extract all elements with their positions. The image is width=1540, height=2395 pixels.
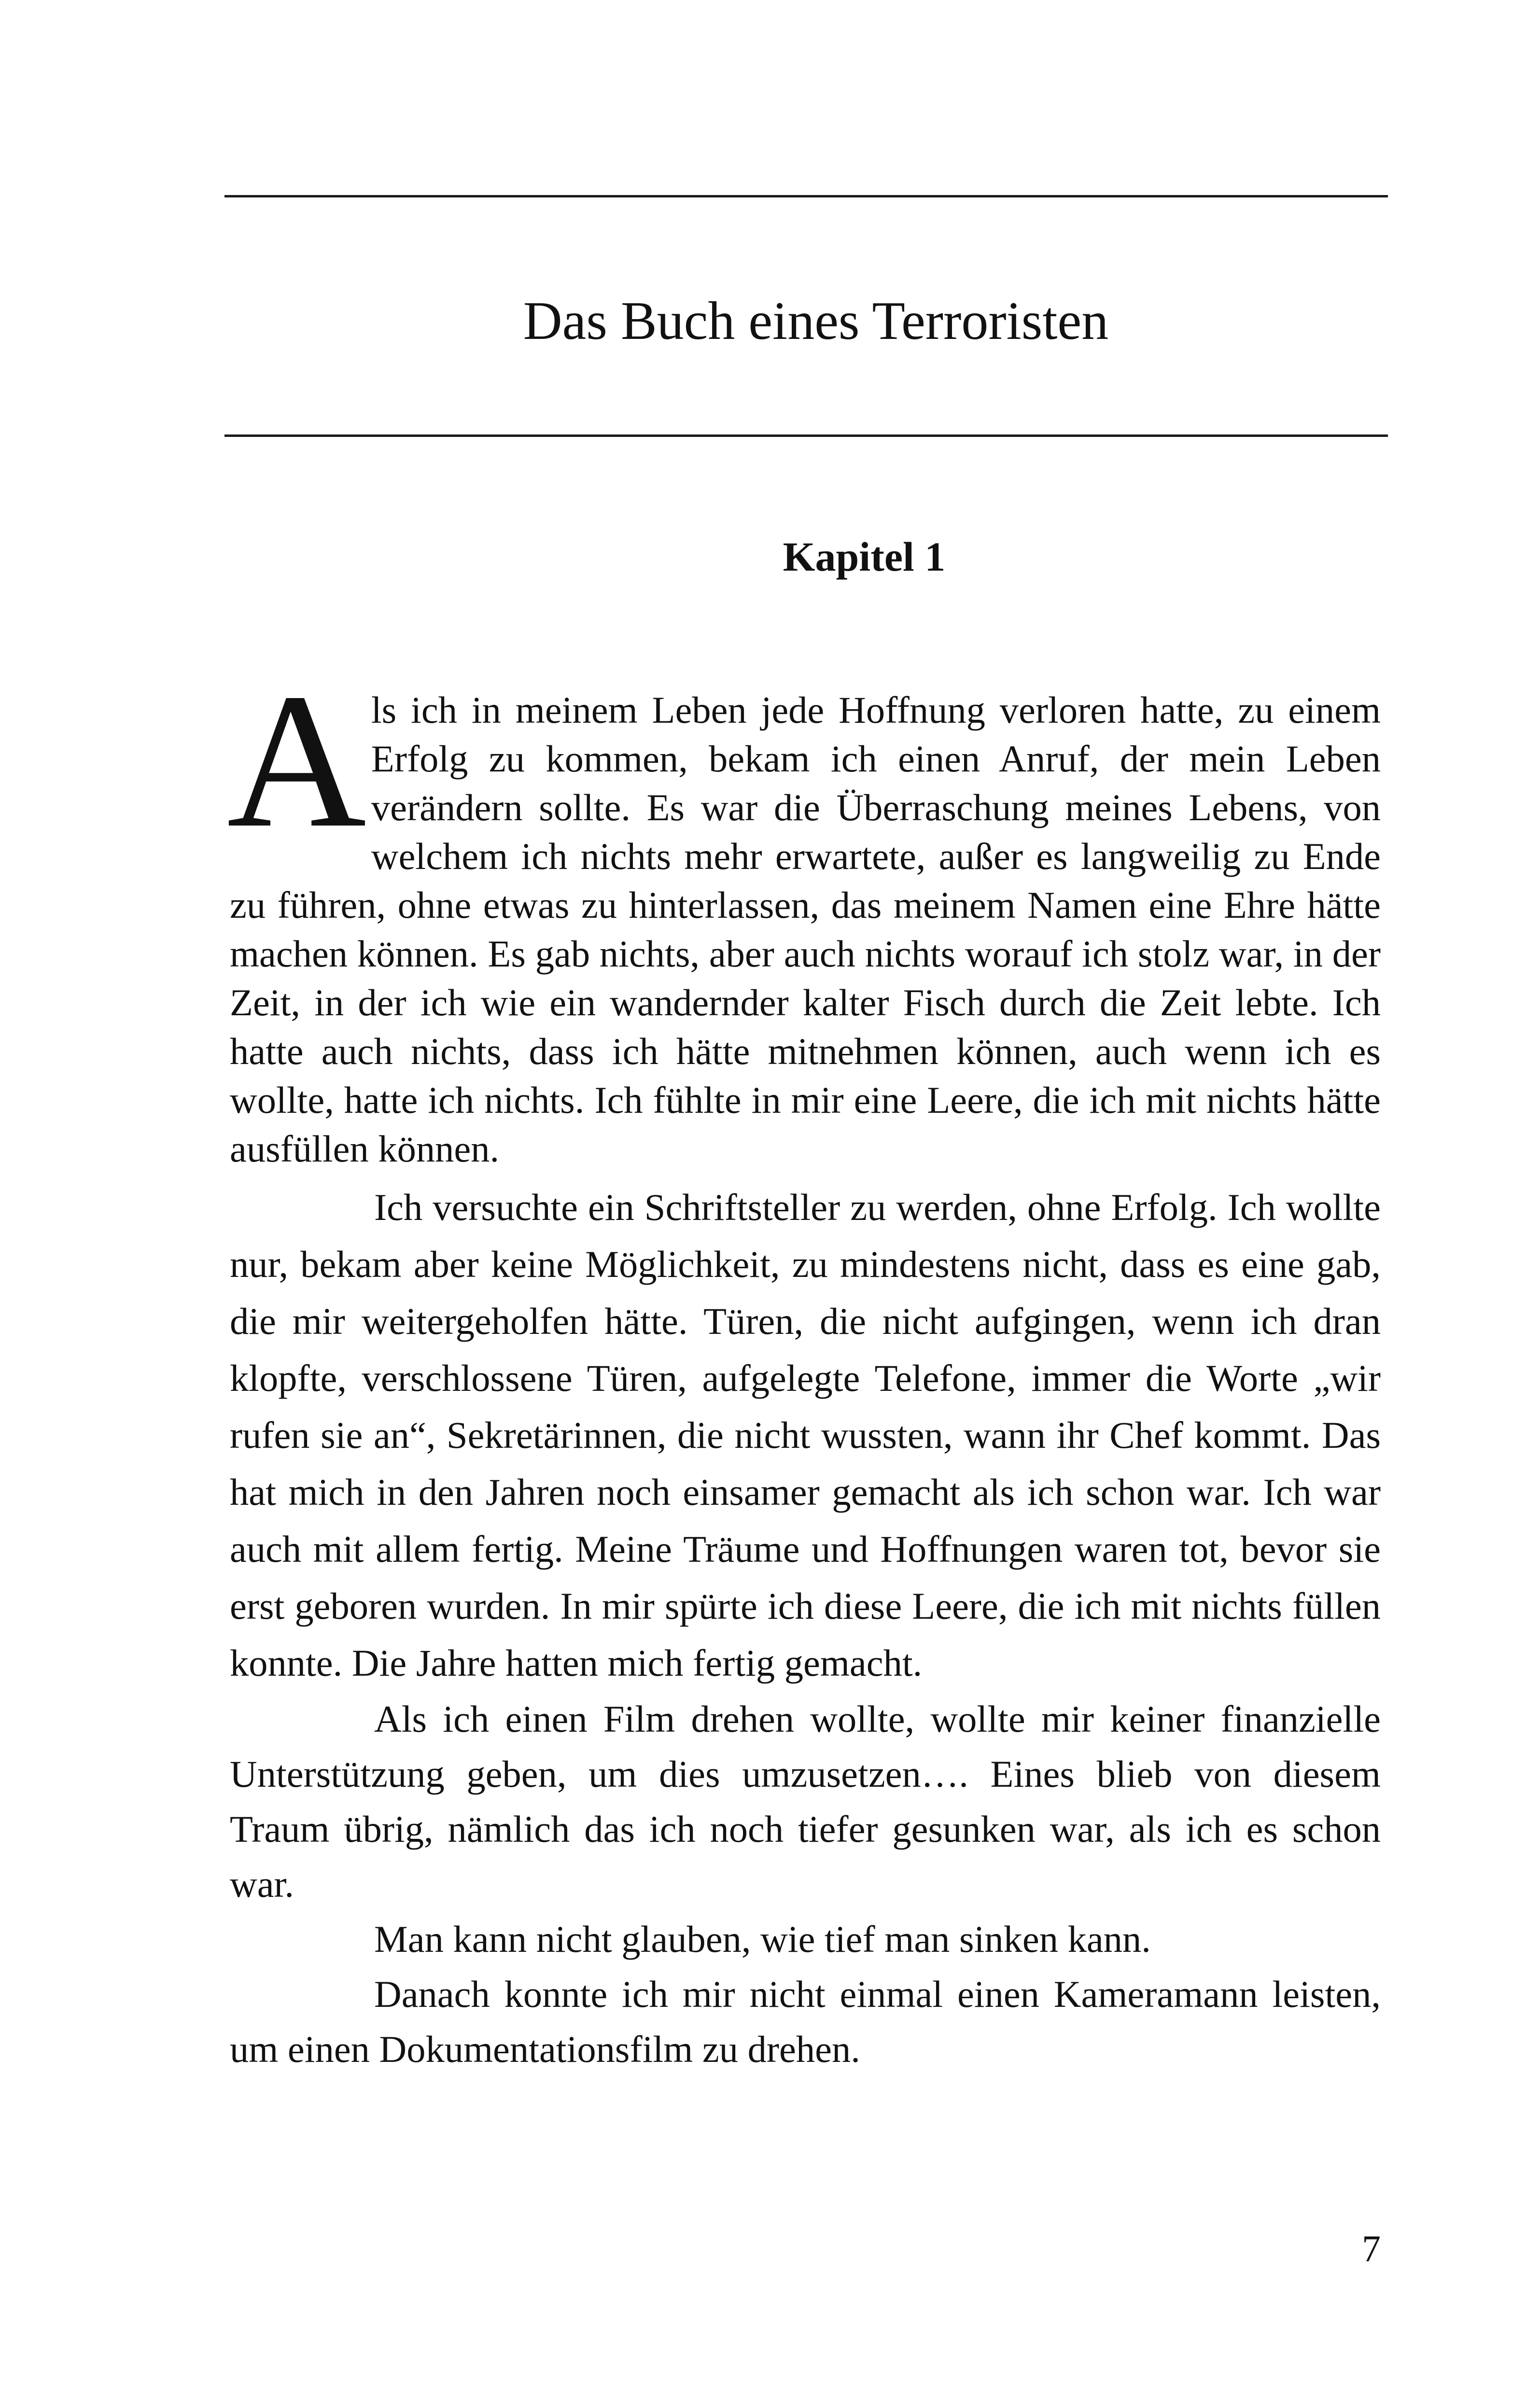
paragraph bbox=[227, 654, 1381, 1173]
chapter-body bbox=[227, 654, 1381, 2077]
page-number: 7 bbox=[1362, 2227, 1381, 2269]
paragraph: Man kann nicht glauben, wie tief man sinken kann. bbox=[374, 1918, 1151, 1960]
paragraph-text: ls ich in meinem Leben jede Hoffnung verloren hatte, zu einem Erfolg zu kommen, bekam ich einen Anruf, der mein Leben verändern sollte. Es war die Überraschung meines Lebens, von welchem ich nichts mehr erwartete, außer es langweilig zu Ende zu führen, ohne etwas zu hinterlassen, das meinem Namen eine Ehre hätte machen können. Es gab nichts, aber auch nichts worauf ich stolz war, in der Zeit, in der ich wie ein wandernder kalter Fisch durch die Zeit lebte. Ich hatte auch nichts, dass ich hätte mitnehmen können, auch wenn ich es wollte, hatte ich nichts. Ich fühlte in mir eine Leere, die ich mit nichts hätte ausfüllen können. bbox=[230, 689, 1381, 1170]
paragraph: Ich versuchte ein Schriftsteller zu werden, ohne Erfolg. Ich wollte nur, bekam aber keine Möglichkeit, zu mindestens nicht, dass es eine gab, die mir weitergeholfen hätte. Türen, die nicht aufgingen, wenn ich dran klopfte, verschlossene Türen, aufgelegte Telefone, immer die Worte „wir rufen sie an“, Sekretärinnen, die nicht wussten, wann ihr Chef kommt. Das hat mich in den Jahren noch einsamer gemacht als ich schon war. Ich war auch mit allem fertig. Meine Träume und Hoffnungen waren tot, bevor sie erst geboren wurden. In mir spürte ich diese Leere, die ich mit nichts füllen konnte. Die Jahre hatten mich fertig gemacht. bbox=[230, 1186, 1381, 1684]
book-title: Das Buch eines Terroristen bbox=[523, 291, 1109, 351]
bottom-rule bbox=[224, 434, 1388, 437]
drop-cap: A bbox=[227, 654, 366, 868]
paragraph: Danach konnte ich mir nicht einmal einen Kameramann leisten, um einen Dokumentationsfilm zu drehen. bbox=[230, 1973, 1381, 2070]
paragraph: Als ich einen Film drehen wollte, wollte mir keiner finanzielle Unterstützung geben, um dies umzusetzen…. Eines blieb von diesem Traum übrig, nämlich das ich noch tiefer gesunken war, als ich es schon war. bbox=[230, 1698, 1381, 1905]
chapter-title: Kapitel 1 bbox=[783, 533, 946, 580]
top-rule bbox=[224, 195, 1388, 197]
